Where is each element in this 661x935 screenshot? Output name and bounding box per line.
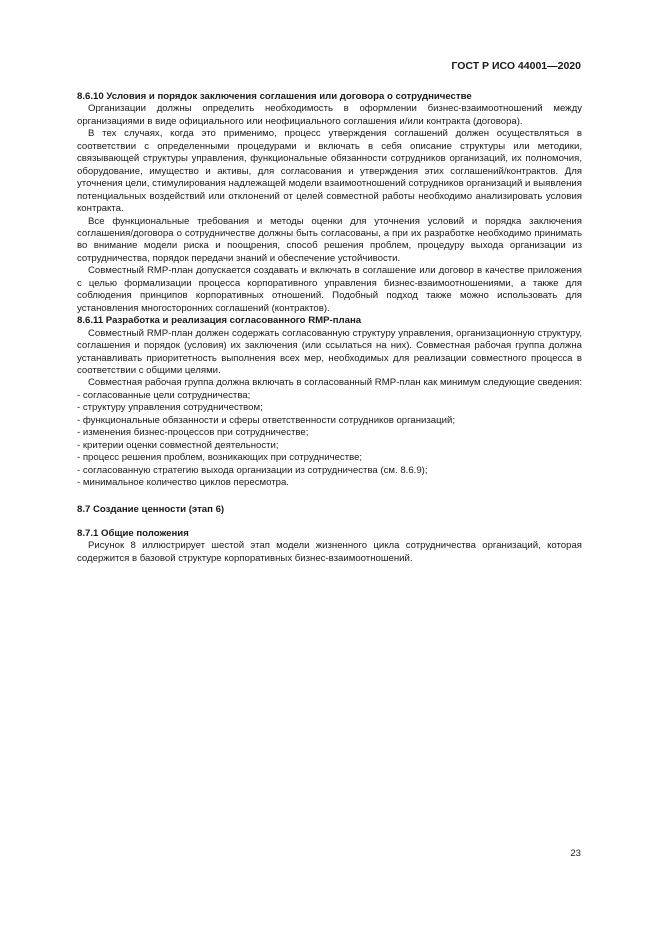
- paragraph: Рисунок 8 иллюстрирует шестой этап модели жизненного цикла сотрудничества организаций, которая содержится в базовой структуре корпоративных бизнес-взаимоотношений.: [77, 540, 582, 564]
- requirements-list: [77, 390, 582, 490]
- paragraph: Совместная рабочая группа должна включать в согласованный RMP-план как минимум следующие сведения:: [88, 377, 582, 389]
- list-item: - согласованные цели сотрудничества;: [77, 389, 251, 401]
- list-item: - структуру управления сотрудничеством;: [77, 402, 263, 414]
- list-item: - процесс решения проблем, возникающих при сотрудничестве;: [77, 452, 363, 464]
- paragraph: В тех случаях, когда это применимо, процесс утверждения соглашений должен осуществляться в соответствии с определенными процедурами и включать в себя описание структуры или методики, связывающей структуры управления, функциональные обязанности сотрудников организаций, их полномочия, оборудование, имущество и активы, для согласования и утверждения этих соглашений/контрактов. Для уточнения цели, стимулирования надлежащей модели взаимоотношений сотрудников организаций и выявления потенциальных воздействий или отклонений от целей совместной работы необходимо анализировать условия контракта.: [77, 128, 582, 215]
- section-heading-8-6-11: 8.6.11 Разработка и реализация согласованного RMP-плана: [77, 315, 362, 327]
- list-item: - функциональные обязанности и сферы ответственности сотрудников организаций;: [77, 414, 456, 426]
- paragraph: Все функциональные требования и методы оценки для уточнения условий и порядка заключения соглашения/договора о сотрудничестве должны быть согласованы, а при их разработке необходимо принимать во внимание модели риска и поощрения, способ решения проблем, процедуру выхода организации из сотрудничества, порядок передачи знаний и обеспечение устойчивости.: [77, 215, 582, 264]
- section-heading-8-7-1: 8.7.1 Общие положения: [77, 527, 189, 539]
- document-code: ГОСТ Р ИСО 44001—2020: [451, 60, 581, 72]
- paragraph: Организации должны определить необходимость в оформлении бизнес-взаимоотношений между организациями в виде официального или неофициального соглашения и/или контракта (договора).: [77, 103, 582, 127]
- paragraph: Совместный RMP-план допускается создавать и включать в соглашение или договор в качестве приложения с целью формализации процесса корпоративного управления бизнес-взаимоотношениями, а также для соблюдения принципов корпоративных отношений. Подобный подход также можно использовать для установления многосторонних соглашений (контрактов).: [77, 265, 582, 314]
- paragraph: Совместный RMP-план должен содержать согласованную структуру управления, организационную структуру, соглашения и порядок (условия) их заключения (или ссылаться на них). Совместная рабочая группа должна устанавливать приоритетность выполнения всех мер, необходимых для реализации совместного процесса в соответствии с общими целями.: [77, 327, 582, 376]
- list-item: - согласованную стратегию выхода организации из сотрудничества (см. 8.6.9);: [77, 464, 428, 476]
- list-item: - изменения бизнес-процессов при сотрудничестве;: [77, 427, 309, 439]
- page-content: [77, 91, 582, 565]
- page-number: 23: [570, 848, 581, 859]
- section-heading-8-7: 8.7 Создание ценности (этап 6): [77, 503, 225, 515]
- list-item: - критерии оценки совместной деятельности;: [77, 439, 279, 451]
- section-heading-8-6-10: 8.6.10 Условия и порядок заключения соглашения или договора о сотрудничестве: [77, 91, 472, 102]
- list-item: - минимальное количество циклов пересмотра.: [77, 477, 289, 489]
